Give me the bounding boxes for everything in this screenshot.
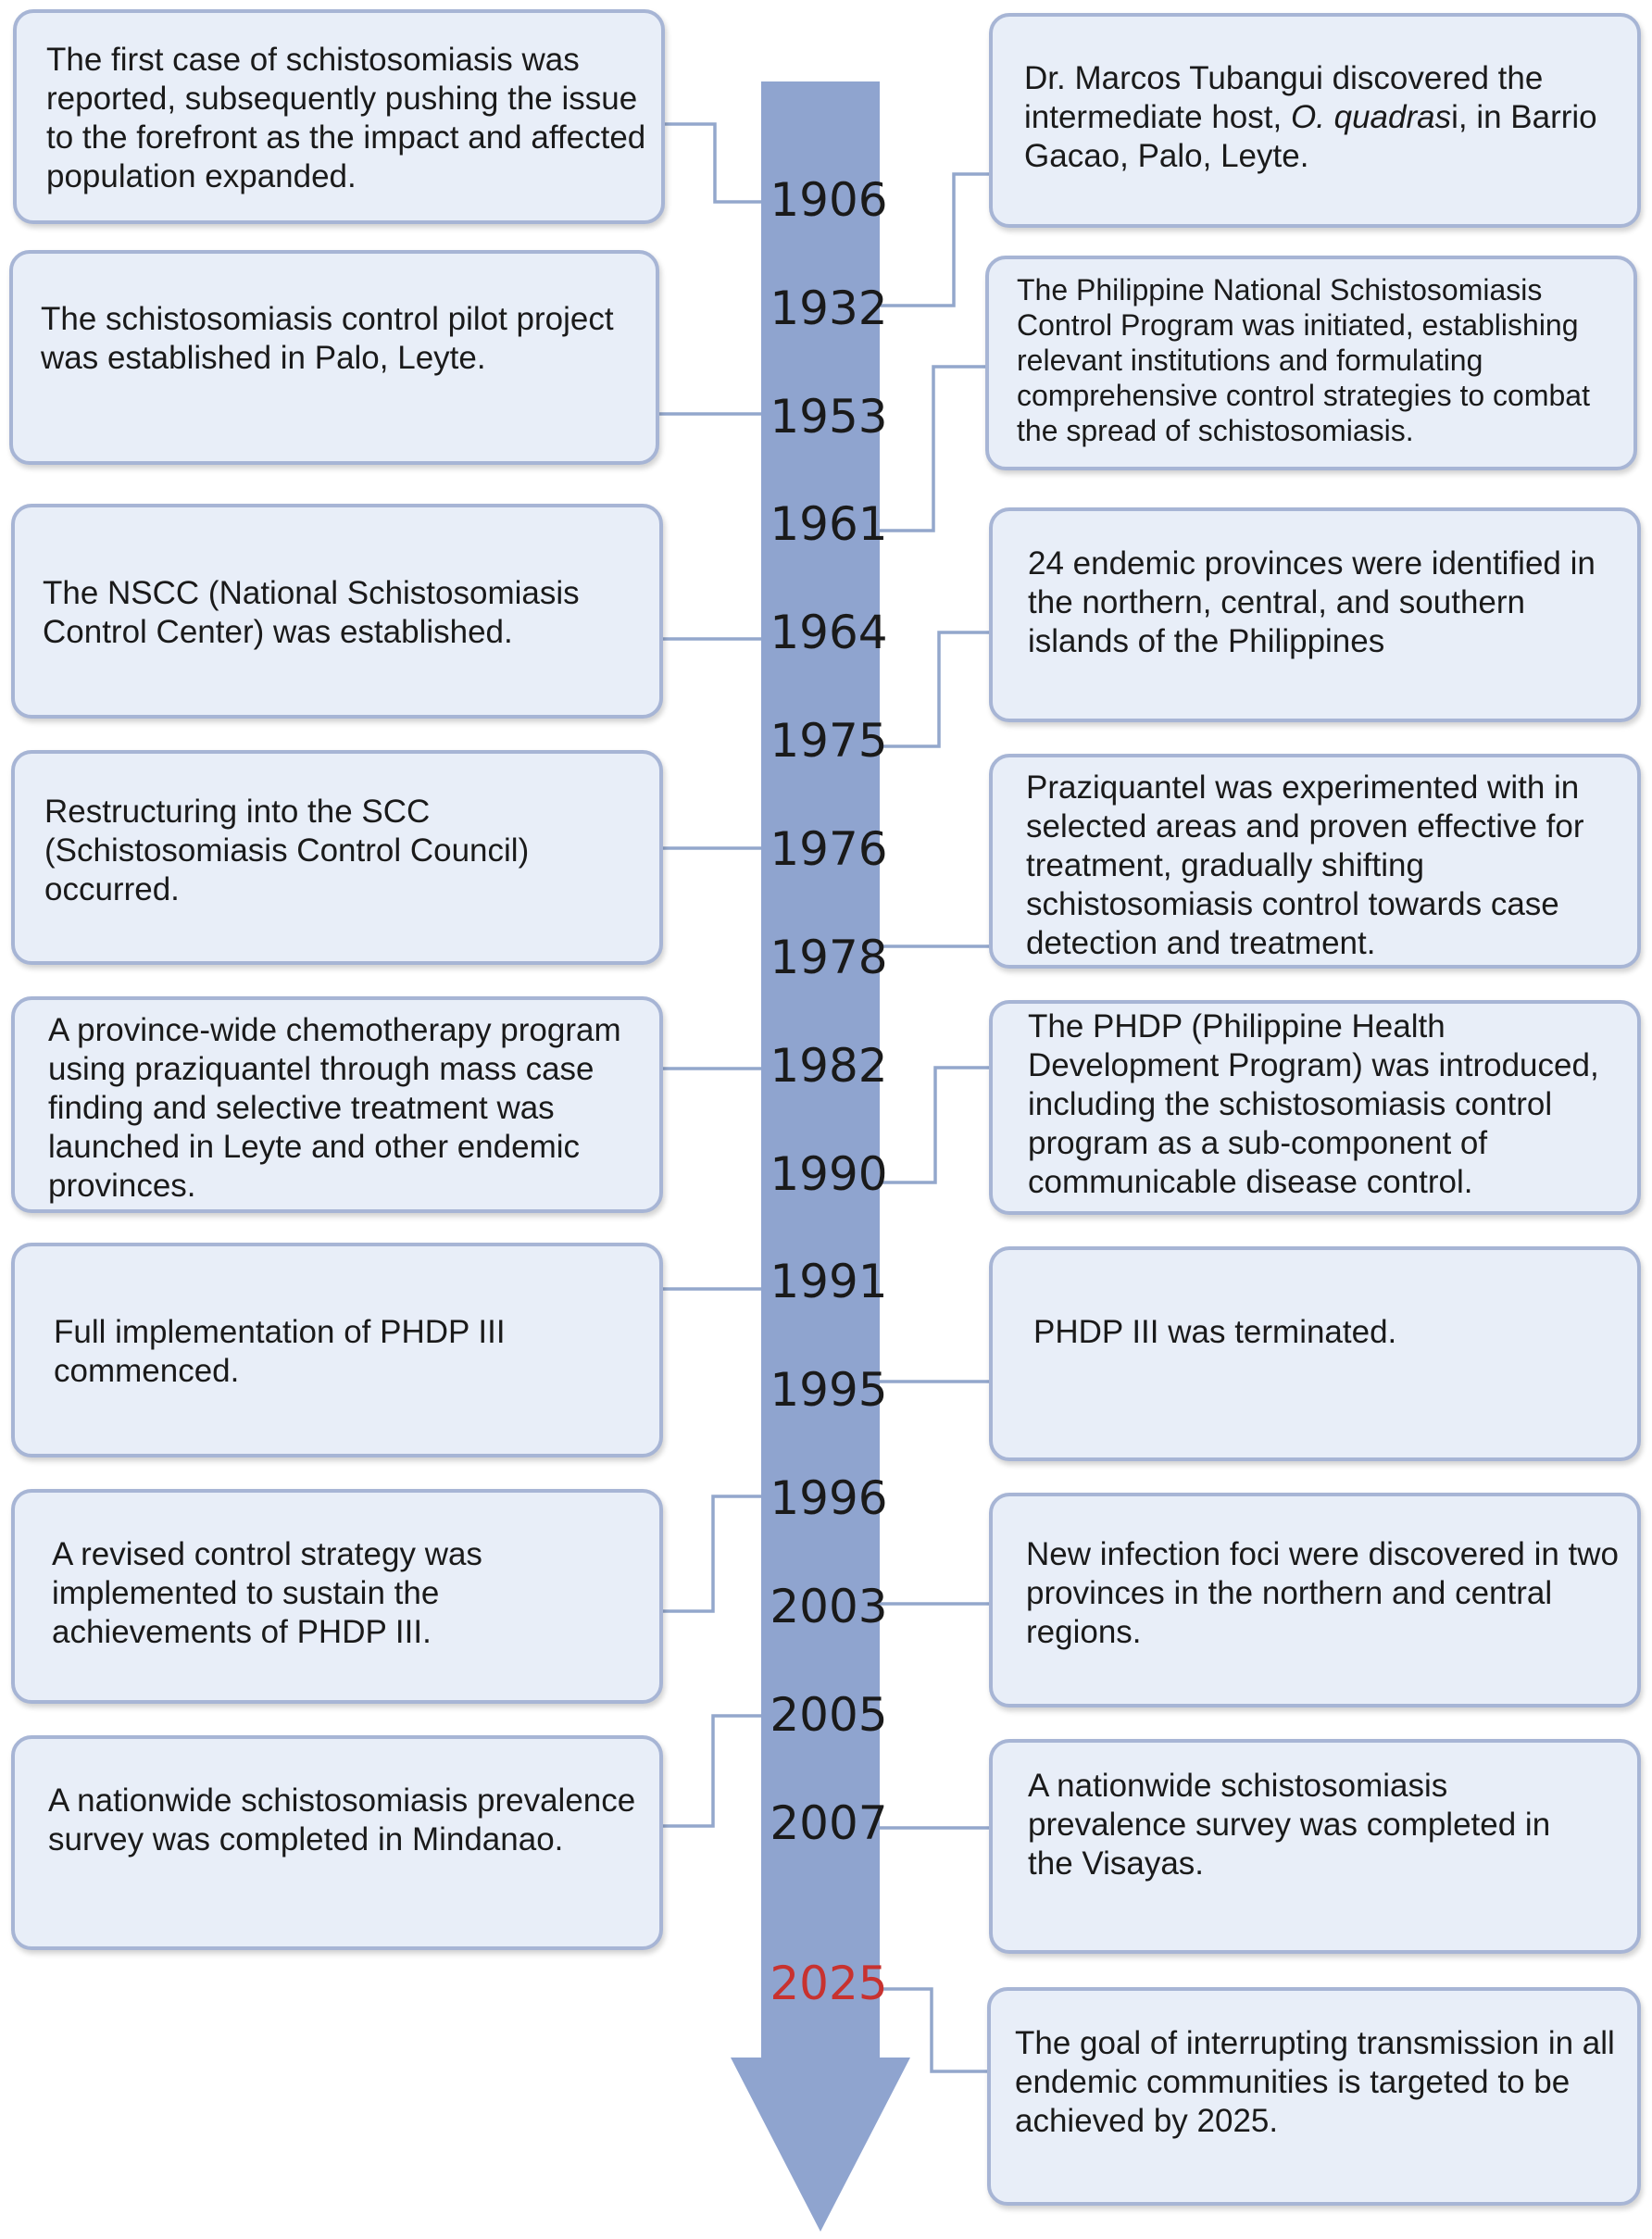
- event-box-1961: [985, 256, 1637, 470]
- event-box-1932: [989, 13, 1641, 228]
- year-1996: 1996: [770, 1471, 888, 1525]
- year-1964: 1964: [770, 606, 888, 659]
- connector-1996: [663, 1496, 761, 1611]
- event-box-1990: [989, 1000, 1641, 1215]
- event-box-1964: [11, 504, 663, 719]
- event-box-2003: [989, 1493, 1641, 1707]
- event-text-1982: A province-wide chemotherapy program using praziquantel through mass case finding and selective treatment was launched in Leyte and other endemic provinces.: [48, 1012, 621, 1204]
- event-box-1991: [11, 1243, 663, 1457]
- event-text-1932-part-a: Dr. Marcos Tubangui discovered the intermediate host,: [1024, 60, 1544, 135]
- event-text-1976: Restructuring into the SCC (Schistosomiasis Control Council) occurred.: [44, 794, 530, 907]
- event-text-1932: [1024, 59, 1635, 176]
- event-box-1982: [11, 996, 663, 1213]
- event-text-1995: PHDP III was terminated.: [1033, 1314, 1397, 1350]
- connector-2005: [663, 1716, 761, 1826]
- event-box-1953: [9, 250, 659, 465]
- event-text-1932-species: O. quadras: [1290, 99, 1452, 135]
- event-text-2005: A nationwide schistosomiasis prevalence survey was completed in Mindanao.: [48, 1782, 636, 1857]
- event-text-1975: 24 endemic provinces were identified in the northern, central, and southern islands of the Philippines: [1028, 545, 1596, 659]
- year-2005: 2005: [770, 1688, 888, 1742]
- event-box-1996: [11, 1489, 663, 1704]
- event-text-1991: Full implementation of PHDP III commenced.: [54, 1314, 506, 1389]
- event-box-1978: [989, 754, 1641, 969]
- event-box-1995: [989, 1246, 1641, 1461]
- event-text-1978: Praziquantel was experimented with in selected areas and proven effective for treatment, gradually shifting schistosomiasis control towards case detection and treatment.: [1026, 769, 1584, 961]
- year-1995: 1995: [770, 1363, 888, 1417]
- event-box-1976: [11, 750, 663, 965]
- year-1932: 1932: [770, 281, 888, 335]
- event-box-1975: [989, 507, 1641, 722]
- event-box-1906: [13, 9, 665, 224]
- connector-1906: [665, 124, 761, 202]
- event-text-2007: A nationwide schistosomiasis prevalence survey was completed in the Visayas.: [1028, 1768, 1551, 1882]
- year-1978: 1978: [770, 931, 888, 984]
- year-1991: 1991: [770, 1255, 888, 1308]
- event-text-1964: The NSCC (National Schistosomiasis Control Center) was established.: [43, 575, 580, 650]
- event-text-1990: The PHDP (Philippine Health Development Program) was introduced, including the schistosomiasis control program as a sub-component of communicable disease control.: [1028, 1008, 1599, 1200]
- year-1906: 1906: [770, 173, 888, 227]
- year-1961: 1961: [770, 497, 888, 551]
- year-2003: 2003: [770, 1580, 888, 1633]
- year-2007: 2007: [770, 1796, 888, 1850]
- year-1976: 1976: [770, 822, 888, 876]
- event-box-2005: [11, 1735, 663, 1950]
- year-1982: 1982: [770, 1039, 888, 1093]
- event-text-1961: The Philippine National Schistosomiasis Control Program was initiated, establishing relevant institutions and formulating comprehensive control strategies to combat the spread of schistosomiasis.: [1017, 273, 1590, 447]
- year-1975: 1975: [770, 714, 888, 768]
- event-text-2003: New infection foci were discovered in two provinces in the northern and central regions.: [1026, 1536, 1620, 1650]
- year-2025-target: 2025: [770, 1957, 888, 2010]
- event-text-1932-part-b: i, in Barrio Gacao, Palo, Leyte.: [1024, 99, 1597, 174]
- event-text-1996: A revised control strategy was implemented to sustain the achievements of PHDP III.: [52, 1536, 482, 1650]
- event-box-2025: [987, 1987, 1641, 2206]
- event-box-2007: [989, 1739, 1641, 1954]
- year-1953: 1953: [770, 390, 888, 444]
- event-text-2025: The goal of interrupting transmission in all endemic communities is targeted to be achieved by 2025.: [1015, 2025, 1615, 2139]
- event-text-1953: The schistosomiasis control pilot project was established in Palo, Leyte.: [41, 301, 614, 376]
- event-text-1906: The first case of schistosomiasis was reported, subsequently pushing the issue to the forefront as the impact and affected population expanded.: [46, 42, 646, 194]
- year-1990: 1990: [770, 1147, 888, 1201]
